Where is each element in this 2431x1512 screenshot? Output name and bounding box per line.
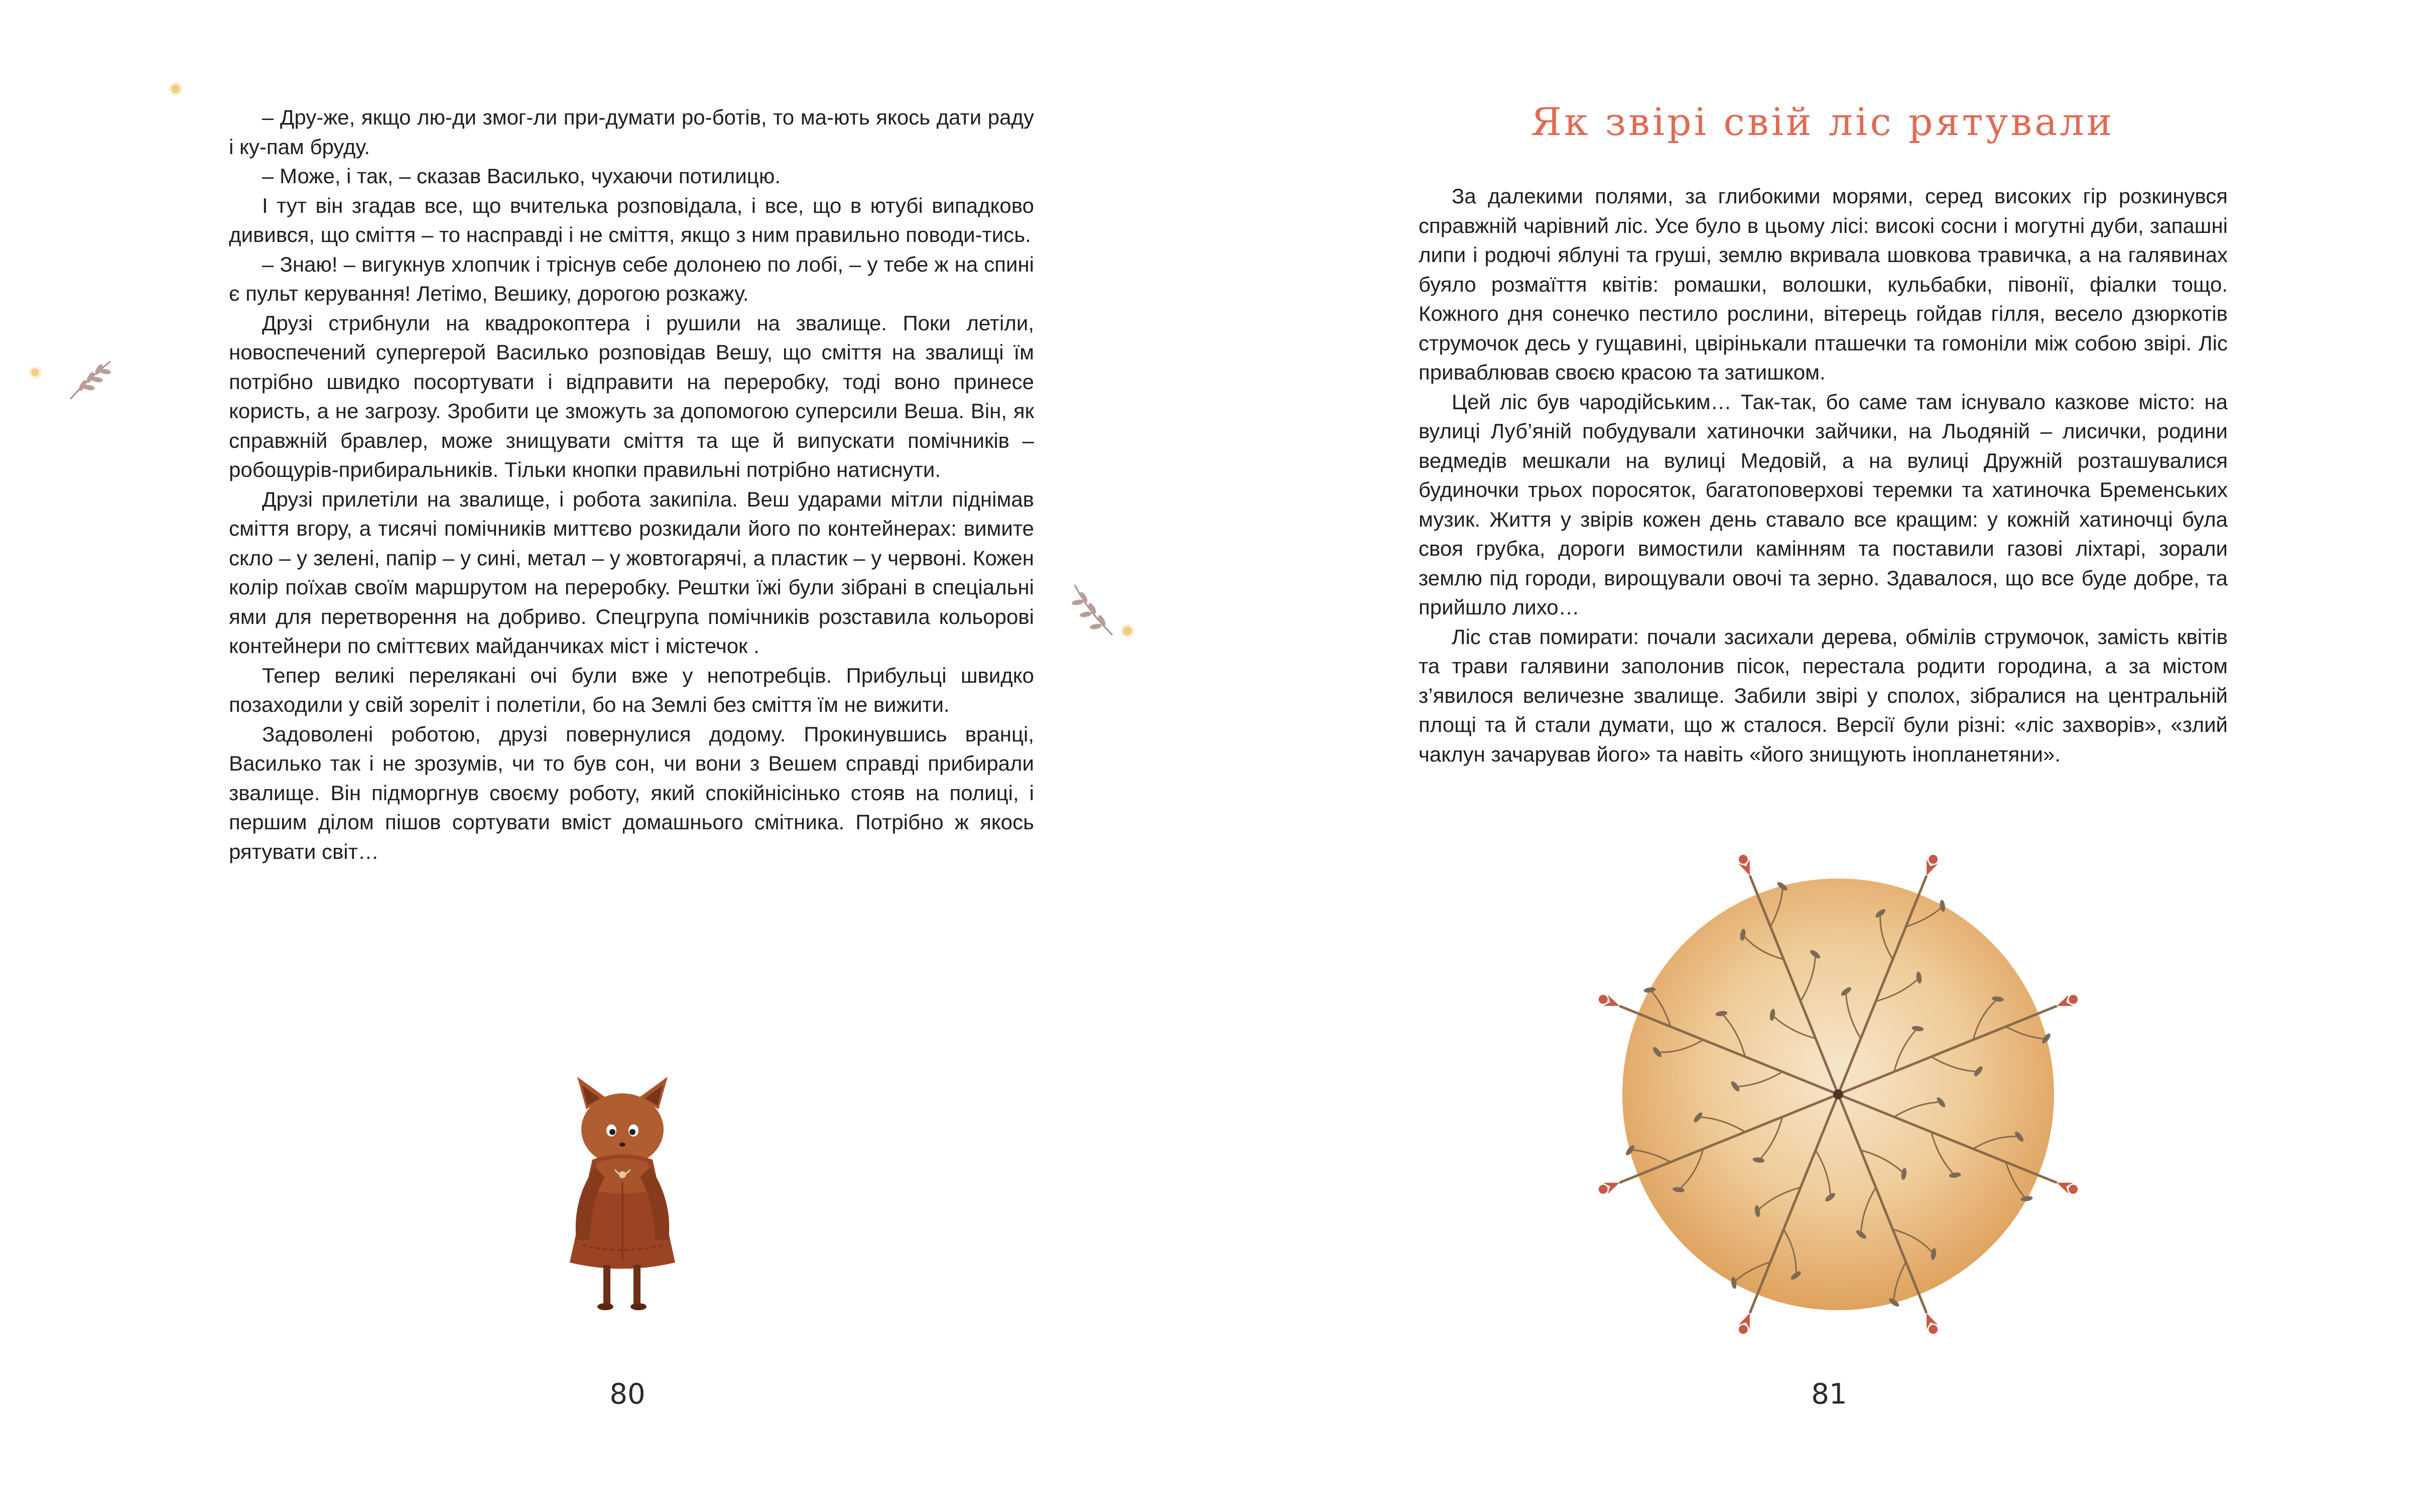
paragraph: Ліс став помирати: почали засихали дерева, обмілів струмочок, замість квітів та трави галявини заполонив пісок, перестала родити городина, а за містом з’явилося величезне звалище. Забили звірі у сполох, зібралися на центральній площі та й стали думати, що ж сталося. Версії були різні: «ліс захворів», «злий чаклун зачарував його» та навіть «його знищують інопланетяни». [1419, 624, 2228, 766]
leaf-sprig-icon [63, 351, 118, 407]
paragraph: Задоволені роботою, друзі повернулися додому. Прокинувшись вранці, Василько так і не зрозумів, чи то був сон, чи вони з Вешем справді прибирали звалище. Він підморгнув своєму роботу, який спокійнісінько стояв на полиці, і першим ділом пішов сортувати вміст домашнього смітника. Потрібно ж якось рятувати світ… [229, 722, 1034, 863]
paragraph: – Знаю! – вигукнув хлопчик і тріснув себе долонею по лобі, – у тебе ж на спині є пульт керування! Летімо, Вешику, дорогою розкажу. [229, 252, 1034, 305]
left-page-text [229, 103, 1034, 866]
page-number: 80 [609, 1378, 646, 1411]
paragraph: Цей ліс був чародійським… Так-так, бо саме там існувало казкове місто: на вулиці Луб’яній побудували хатиночки зайчики, на Льодяній – лисички, родини ведмедів мешкали на вулиці Медовій, а на вулиці Дружній розташувалися будиночки трьох поросяток, багатоповерхові теремки та хатиночка Бременських музик. Життя у звірів кожен день ставало все кращим: у кожній хатиночці була своя грубка, дороги вимостили камінням та поставили газові ліхтарі, зорали землю під городи, вирощували овочі та зерно. Здавалося, що все буде добре, та прийшло лихо… [1419, 390, 2228, 619]
forest-circle-illustration [1567, 823, 2109, 1365]
paragraph: І тут він згадав все, що вчителька розповідала, і все, що в ютубі випадково дивився, що сміття – то насправді і не сміття, якщо з ним правильно поводи-тись. [229, 193, 1034, 246]
right-page-text [1419, 182, 2228, 769]
fox-character-illustration [547, 1074, 698, 1315]
paragraph: За далекими полями, за глибокими морями, серед високих гір розкинувся справжній чарівний ліс. Усе було в цьому лісі: високі сосни і могутні дуби, запашні липи і родючі яблуні та груші, землю вкривала шовкова травичка, а на галявинах буяло розмаїття квітів: ромашки, волошки, кульбабки, півонії, фіалки тощо. Кожного дня сонечко пестило рослини, вітерець гойдав гілля, весело дзюркотів струмочок десь у гущавині, цвірінькали пташечки та гомоніли між собою звірі. Ліс приваблював своєю красою та затишком. [1419, 184, 2228, 384]
leaf-sprig-icon [1065, 577, 1125, 643]
paragraph: – Може, і так, – сказав Василько, чухаючи потилицю. [262, 164, 781, 188]
page-number: 81 [1811, 1378, 1847, 1411]
paragraph: Друзі стрибнули на квадрокоптера і рушили на звалище. Поки летіли, новоспечений супергерой Василько розповідав Вешу, що сміття на звалищі їм потрібно швидко посортувати і відправити на переробку, тоді воно принесе користь, а не загрозу. Зробити це зможуть за допомогою суперсили Веша. Він, як справжній бравлер, може знищувати сміття та ще й випускати помічників – робощурів-прибиральників. Тільки кнопки правильні потрібно натиснути. [229, 311, 1034, 481]
right-page [1215, 0, 2430, 1512]
decorative-dot-icon [168, 81, 183, 96]
story-title: Як звірі свій ліс рятували [1530, 99, 2115, 144]
left-page [0, 0, 1215, 1512]
decorative-dot-icon [1120, 623, 1135, 639]
paragraph: Друзі прилетіли на звалище, і робота закипіла. Веш ударами мітли піднімав сміття вгору, а тисячі помічників миттєво розкидали його по контейнерах: вимите скло – у зелені, папір – у сині, метал – у жовтогарячі, а пластик – у червоні. Кожен колір поїхав своїм маршрутом на переробку. Рештки їжі були зібрані в спеціальні ями для перетворення на добриво. Спецгрупа помічників розставила кольорові контейнери по сміттєвих майданчиках міст і містечок . [229, 487, 1034, 658]
paragraph: Тепер великі перелякані очі були вже у непотребців. Прибульці швидко позаходили у свій зореліт і полетіли, бо на Землі без сміття їм не вижити. [229, 663, 1034, 716]
decorative-dot-icon [28, 365, 43, 380]
paragraph: – Дру-же, якщо лю-ди змог-ли при-думати ро-ботів, то ма-ють якось дати раду і ку-пам бруду. [229, 105, 1034, 159]
